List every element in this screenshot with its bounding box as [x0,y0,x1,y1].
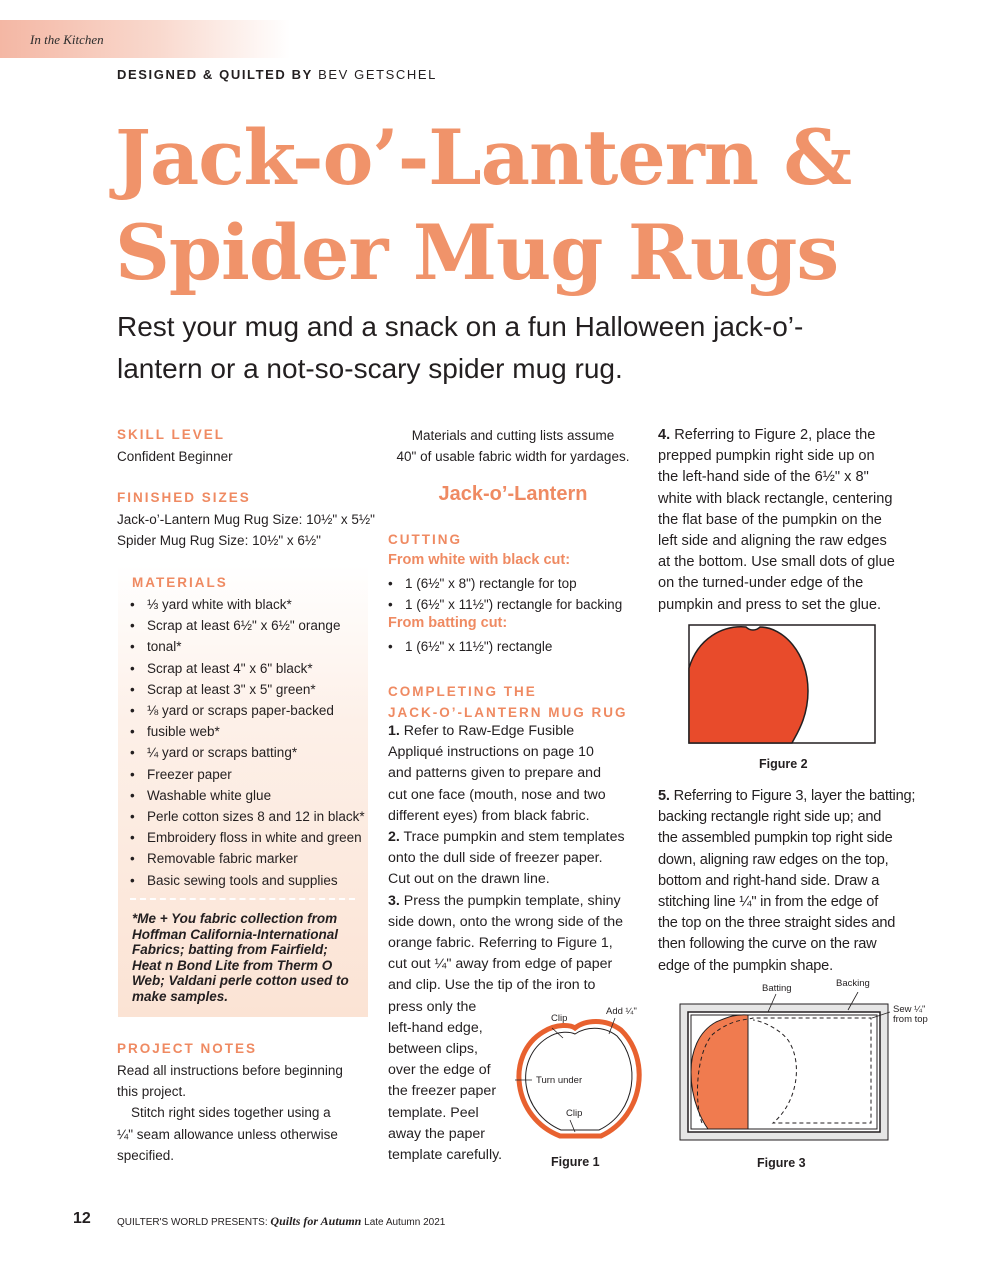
cutting-item: • 1 (6½" x 11½") rectangle [375,636,645,657]
figure-3-caption: Figure 3 [757,1156,806,1170]
step-line: and clip. Use the tip of the iron to [388,977,596,994]
divider [130,898,355,900]
notes-line: ¼" seam allowance unless otherwise [117,1126,338,1142]
step-line: prepped pumpkin right side up on [658,448,875,465]
section-label: In the Kitchen [30,32,104,47]
step-line: orange fabric. Referring to Figure 1, [388,935,613,952]
step-line: the flat base of the pumpkin on the [658,511,882,528]
step-line: Cut out on the drawn line. [388,871,550,888]
section-tab [0,20,290,58]
materials-heading: MATERIALS [132,575,228,590]
batting-cutting-list [375,636,645,657]
figure-2-diagram [688,623,878,745]
figure-3-diagram [678,992,893,1142]
white-subheading: From white with black cut: [388,552,571,568]
step-line: template. Peel [388,1104,479,1121]
fig1-clip-bottom-label: Clip [566,1108,583,1119]
footer-publisher: QUILTER'S WORLD PRESENTS: [117,1217,268,1228]
step-line: different eyes) from black fabric. [388,807,590,824]
step-line: template carefully. [388,1147,503,1164]
materials-item: • ¼ yard or scraps batting* [117,742,377,763]
materials-item: • Perle cotton sizes 8 and 12 in black* [117,806,377,827]
notes-line: Stitch right sides together using a [131,1105,331,1121]
fig3-backing-label: Backing [836,978,870,989]
subtitle-line-1: Rest your mug and a snack on a fun Halloween jack-o’- [117,311,804,342]
designer-credit [117,67,437,82]
figure-2-caption: Figure 2 [759,757,808,771]
step-4 [658,425,948,616]
fig1-turn-under-label: Turn under [536,1075,583,1086]
materials-item: • ⅛ yard or scraps paper-backed [117,700,377,721]
step-line: away the paper [388,1125,486,1142]
pumpkin-shape [689,627,808,743]
step-line: the freezer paper [388,1083,497,1100]
step-line: pumpkin and press to set the glue. [658,596,882,613]
cutting-item: • 1 (6½" x 8") rectangle for top [375,573,645,594]
step-line: down, aligning raw edges on the top, [658,851,889,868]
batting-subheading: From batting cut: [388,615,508,631]
footnote-line: *Me + You fabric collection from [132,911,338,926]
step-5 [658,786,958,977]
step-line: the top on the three straight sides and [658,915,896,932]
materials-item: • Scrap at least 4" x 6" black* [117,658,377,679]
skill-level-value: Confident Beginner [117,449,233,464]
step-line: white with black rectangle, centering [658,490,893,507]
designer-name: BEV GETSCHEL [318,67,437,82]
completing-heading-line: JACK-O’-LANTERN MUG RUG [388,705,628,720]
step-line: side down, onto the wrong side of the [388,913,624,930]
footer-title: Quilts for Autumn [270,1214,362,1228]
materials-item: • ⅓ yard white with black* [117,594,377,615]
footer-credit [117,1214,445,1229]
step-line: 5. Referring to Figure 3, layer the batting; [658,788,916,804]
step-line: 3. Press the pumpkin template, shiny [388,892,621,909]
page-title [115,110,851,300]
step-line: edge of the pumpkin shape. [658,957,833,974]
skill-level-heading: SKILL LEVEL [117,427,226,442]
notes-line: this project. [117,1084,187,1100]
subtitle [117,306,877,390]
completing-heading-line: COMPLETING THE [388,684,537,699]
materials-list [117,594,377,891]
step-line: press only the [388,998,477,1015]
step-line: on the turned-under edge of the [658,575,864,592]
subtitle-line-2: lantern or a not-so-scary spider mug rug. [117,353,623,384]
project-notes [117,1060,377,1166]
materials-item: • Scrap at least 6½" x 6½" orange [117,615,377,636]
notes-line: Read all instructions before beginning [117,1063,343,1078]
step-line: 4. Referring to Figure 2, place the [658,427,876,443]
materials-item: • Basic sewing tools and supplies [117,870,377,891]
step-line: cut one face (mouth, nose and two [388,786,606,803]
completing-heading [388,681,628,723]
figure-1-caption: Figure 1 [551,1155,600,1169]
step-line: backing rectangle right side up; and [658,809,882,826]
yardage-line: Materials and cutting lists assume [411,428,615,443]
jack-o-lantern-heading: Jack-o’-Lantern [438,483,588,505]
step-line: between clips, [388,1041,478,1058]
fig3-batting-label: Batting [762,983,792,994]
step-line: 1. Refer to Raw-Edge Fusible [388,723,575,739]
step-line: cut out ¼" away from edge of paper [388,956,613,973]
cutting-heading: CUTTING [388,532,462,547]
materials-item: • Scrap at least 3" x 5" green* [117,679,377,700]
cutting-item: • 1 (6½" x 11½") rectangle for backing [375,594,645,615]
step-line: 2. Trace pumpkin and stem templates [388,829,625,846]
size-line: Jack-o’-Lantern Mug Rug Size: 10½" x 5½" [117,512,375,527]
page-number: 12 [73,1210,91,1227]
title-line-1: Jack-o’-Lantern & [115,113,852,202]
step-line: then following the curve on the raw [658,936,877,953]
white-cutting-list [375,573,645,615]
step-line: bottom and right-hand side. Draw a [658,872,880,889]
step-line: left-hand edge, [388,1019,483,1036]
notes-line: specified. [117,1147,175,1163]
step-line: stitching line ¼" in from the edge of [658,894,879,911]
step-line: onto the dull side of freezer paper. [388,850,603,867]
materials-item: • Removable fabric marker [117,848,377,869]
footnote-line: Hoffman California-International [132,926,339,942]
step-line: the left-hand side of the 6½" x 8" [658,469,869,486]
title-line-2: Spider Mug Rugs [115,208,839,297]
step-line: and patterns given to prepare and [388,765,601,782]
step-line: Appliqué instructions on page 10 [388,744,594,761]
step-line: at the bottom. Use small dots of glue [658,554,895,571]
fig3-sew-line: Sew ¼" [893,1004,926,1015]
materials-footnote [132,911,354,1004]
footnote-line: Heat n Bond Lite from Therm O [132,957,333,973]
materials-item-cont: • tonal* [117,636,377,657]
yardage-line: 40" of usable fabric width for yardages. [396,449,630,465]
materials-item-cont: • fusible web* [117,721,377,742]
fig3-sew-line: from top [893,1014,928,1025]
yardage-note [388,425,638,467]
footnote-line: Fabrics; batting from Fairfield; [132,942,328,957]
fig1-add-label: Add ¼" [606,1006,637,1017]
footnote-line: make samples. [132,988,229,1004]
fig1-clip-top-label: Clip [551,1013,568,1024]
designer-label: DESIGNED & QUILTED BY [117,67,313,82]
project-notes-heading: PROJECT NOTES [117,1041,258,1056]
finished-sizes-heading: FINISHED SIZES [117,490,251,505]
materials-item: • Embroidery floss in white and green [117,827,377,848]
step-line: over the edge of [388,1062,491,1079]
figure-1-diagram [505,1000,650,1145]
materials-item: • Washable white glue [117,785,377,806]
footnote-line: Web; Valdani perle cotton used to [132,973,349,988]
footer-issue: Late Autumn 2021 [364,1217,446,1228]
size-line: Spider Mug Rug Size: 10½" x 6½" [117,533,321,549]
materials-item: • Freezer paper [117,764,377,785]
finished-sizes [117,509,375,551]
fig3-sew-label [893,1005,928,1025]
step-line: the assembled pumpkin top right side [658,830,893,847]
step-line: left side and aligning the raw edges [658,533,887,550]
